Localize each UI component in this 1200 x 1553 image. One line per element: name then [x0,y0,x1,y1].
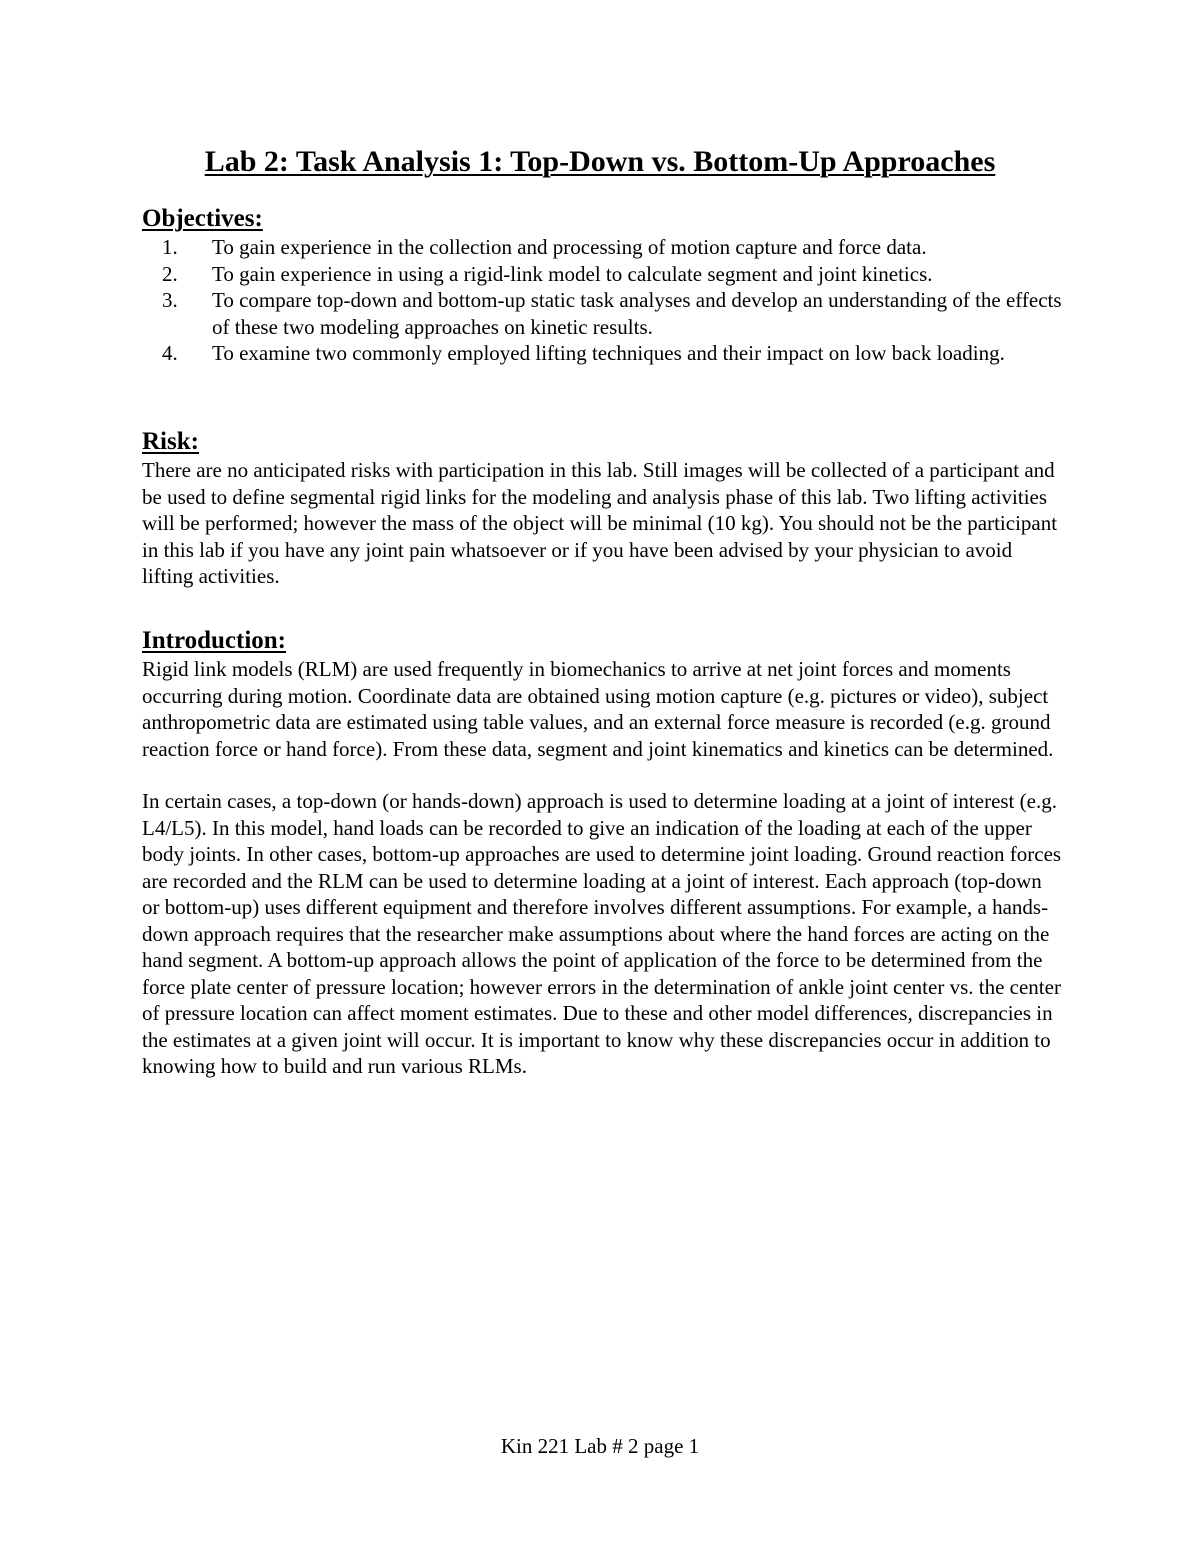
introduction-section [142,626,1062,1080]
objective-item [142,287,1062,340]
risk-section [142,427,1062,590]
objective-text: To gain experience in using a rigid-link model to calculate segment and joint kinetics. [212,261,933,286]
objectives-list [142,234,1062,367]
objective-item [142,261,1062,288]
objective-text: To compare top-down and bottom-up static task analyses and develop an understanding of the effects of these two modeling approaches on kinetic results. [212,288,1062,339]
objective-number: 2. [162,261,178,286]
objective-text: To gain experience in the collection and processing of motion capture and force data. [212,235,927,259]
objective-number: 4. [162,341,178,365]
paragraph-spacer [142,762,1062,788]
risk-heading: Risk: [142,428,199,455]
objective-item [142,340,1062,367]
objective-number: 3. [162,288,178,312]
introduction-heading: Introduction: [142,627,287,654]
introduction-paragraph-2: In certain cases, a top-down (or hands-down) approach is used to determine loading at a joint of interest (e.g. L4/L5). In this model, hand loads can be recorded to give an indication of the loading at each of the upper body joints. In other cases, bottom-up approaches are used to determine joint loading. Ground reaction forces are recorded and the RLM can be used to determine loading at a joint of interest. Each approach (top-down or bottom-up) uses different equipment and therefore involves different assumptions. For example, a hands-down approach requires that the researcher make assumptions about where the hand forces are acting on the hand segment. A bottom-up approach allows the point of application of the force to be determined from the force plate center of pressure location; however errors in the determination of ankle joint center vs. the center of pressure location can affect moment estimates. Due to these and other model differences, discrepancies in the estimates at a given joint will occur. It is important to know why these discrepancies occur in addition to knowing how to build and run various RLMs. [142,789,1062,1078]
page-footer: Kin 221 Lab # 2 page 1 [500,1434,700,1458]
objectives-heading: Objectives: [142,205,263,232]
objectives-section [142,204,1062,367]
objective-text: To examine two commonly employed lifting techniques and their impact on low back loading. [212,341,1005,365]
objective-number: 1. [162,235,178,259]
objective-item [142,234,1062,261]
document-title: Lab 2: Task Analysis 1: Top-Down vs. Bottom-Up Approaches [204,145,996,178]
risk-paragraph: There are no anticipated risks with participation in this lab. Still images will be collected of a participant and be used to define segmental rigid links for the modeling and analysis phase of this lab. Two lifting activities will be performed; however the mass of the object will be minimal (10 kg). You should not be the participant in this lab if you have any joint pain whatsoever or if you have been advised by your physician to avoid lifting activities. [142,458,1058,588]
introduction-paragraph-1: Rigid link models (RLM) are used frequently in biomechanics to arrive at net joint forces and moments occurring during motion. Coordinate data are obtained using motion capture (e.g. pictures or video), subject anthropometric data are estimated using table values, and an external force measure is recorded (e.g. ground reaction force or hand force). From these data, segment and joint kinematics and kinetics can be determined. [142,657,1054,761]
